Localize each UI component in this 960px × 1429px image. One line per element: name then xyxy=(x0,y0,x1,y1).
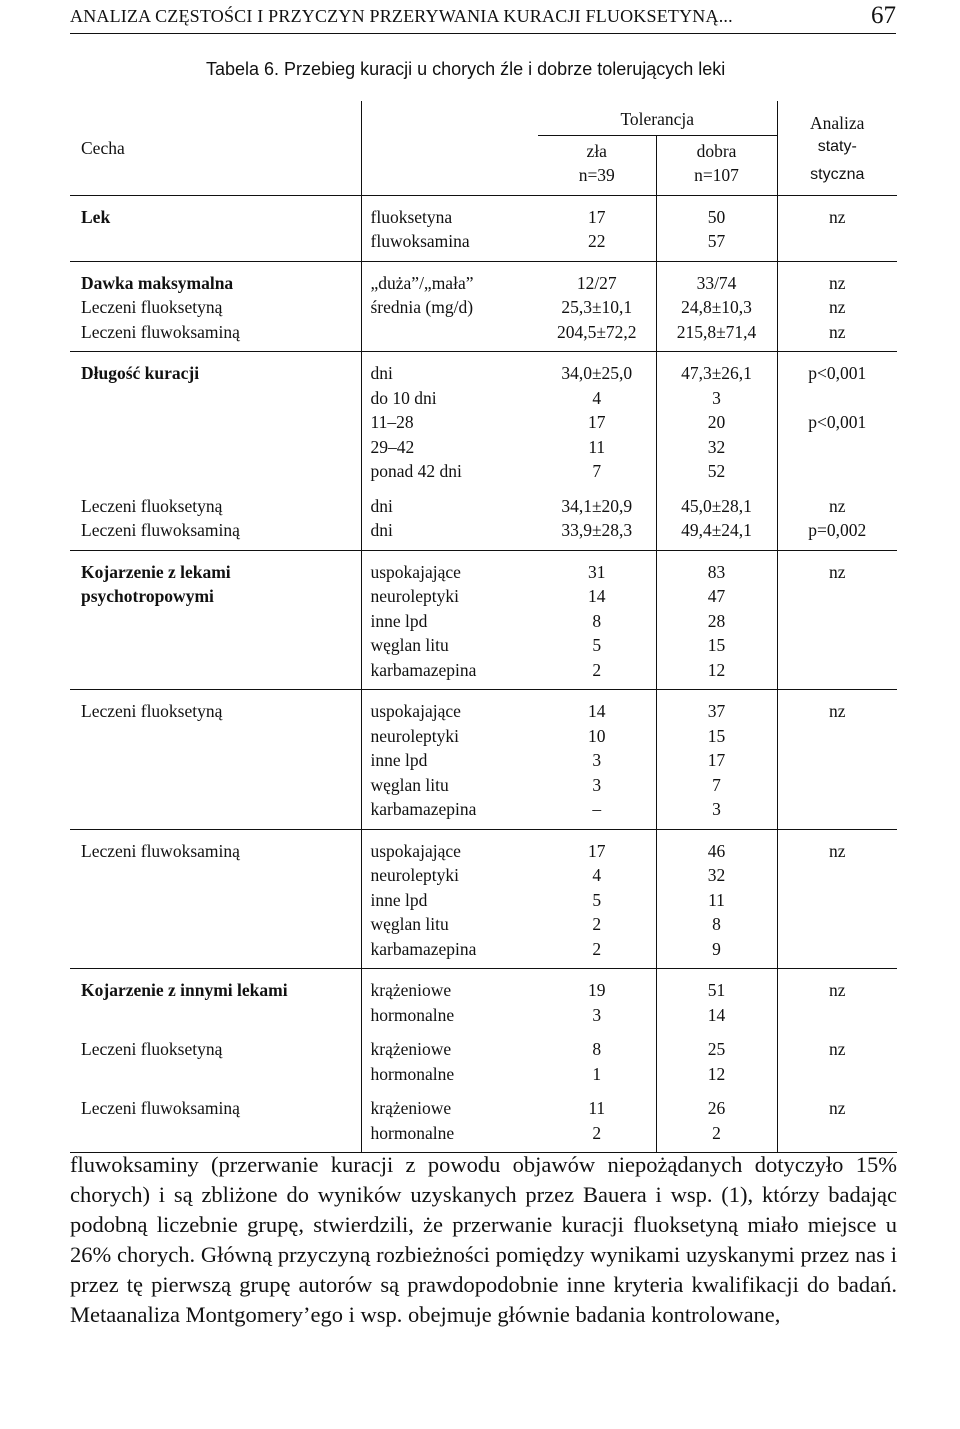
value-dobra: 33/74 xyxy=(656,261,777,295)
value-dobra: 52 xyxy=(656,459,777,484)
value-zla: 5 xyxy=(592,889,602,910)
value-analiza xyxy=(777,724,897,749)
value-dobra: 9 xyxy=(656,937,777,969)
value-dobra: 49,4±24,1 xyxy=(656,518,777,550)
value-zla: 3 xyxy=(592,1004,602,1025)
row-label: Leczeni fluwoksaminą xyxy=(81,1098,240,1118)
row-sublabel xyxy=(361,1086,538,1096)
value-analiza: nz xyxy=(777,1096,897,1121)
value-analiza xyxy=(777,748,897,773)
value-dobra: 25 xyxy=(656,1037,777,1062)
value-dobra: 83 xyxy=(656,550,777,584)
row-label: Leczeni fluoksetyną xyxy=(81,495,223,516)
value-dobra: 28 xyxy=(656,609,777,634)
row-sublabel: węglan litu xyxy=(361,773,538,798)
row-label xyxy=(70,484,361,494)
value-zla: 3 xyxy=(592,750,602,770)
running-header xyxy=(70,4,896,36)
row-sublabel: fluoksetyna xyxy=(361,195,538,229)
value-zla xyxy=(538,1086,656,1096)
row-label xyxy=(70,633,361,658)
value-zla: 17 xyxy=(588,206,606,227)
value-dobra: 37 xyxy=(656,690,777,724)
value-zla: 2 xyxy=(592,914,602,934)
value-analiza: nz xyxy=(777,261,897,295)
running-title: ANALIZA CZĘSTOŚCI I PRZYCZYN PRZERYWANIA KURACJI FLUOKSETYNĄ... xyxy=(70,6,733,26)
value-analiza: nz xyxy=(777,195,897,229)
table-spacer-row xyxy=(70,1027,897,1037)
table-row xyxy=(70,1096,897,1121)
header-dobra-n: n=107 xyxy=(656,163,777,196)
row-sublabel xyxy=(361,1027,538,1037)
row-sublabel: 29–42 xyxy=(361,435,538,460)
row-label xyxy=(70,1027,361,1037)
row-sublabel: inne lpd xyxy=(361,748,538,773)
table-row xyxy=(70,863,897,888)
value-dobra: 57 xyxy=(656,229,777,261)
value-analiza: p=0,002 xyxy=(777,518,897,550)
table-spacer-row xyxy=(70,1086,897,1096)
value-analiza xyxy=(777,633,897,658)
value-analiza: p<0,001 xyxy=(777,410,897,435)
value-dobra: 3 xyxy=(656,386,777,411)
row-label: Leczeni fluoksetyną xyxy=(81,297,223,317)
value-zla: 7 xyxy=(592,461,602,481)
row-sublabel: karbamazepina xyxy=(361,658,538,690)
row-label xyxy=(70,912,361,937)
value-analiza: nz xyxy=(777,969,897,1003)
value-analiza xyxy=(777,386,897,411)
row-sublabel: neuroleptyki xyxy=(361,724,538,749)
row-label xyxy=(70,435,361,460)
value-analiza: nz xyxy=(777,295,897,320)
value-analiza: nz xyxy=(777,690,897,724)
value-dobra: 215,8±71,4 xyxy=(656,320,777,352)
row-label xyxy=(70,863,361,888)
row-sublabel: dni xyxy=(361,494,538,519)
table-row xyxy=(70,518,897,550)
row-sublabel xyxy=(361,484,538,494)
value-zla xyxy=(538,1027,656,1037)
value-analiza xyxy=(777,658,897,690)
header-zla-n: n=39 xyxy=(538,163,656,196)
table-row xyxy=(70,1121,897,1153)
table-row xyxy=(70,584,897,609)
table-spacer-row xyxy=(70,484,897,494)
row-sublabel: 11–28 xyxy=(361,410,538,435)
row-sublabel: krążeniowe xyxy=(361,1096,538,1121)
value-zla: 2 xyxy=(538,1121,656,1153)
value-analiza xyxy=(777,229,897,261)
value-analiza xyxy=(777,912,897,937)
row-label: Lek xyxy=(81,206,111,227)
row-label: Kojarzenie z lekami xyxy=(81,561,231,582)
table-header xyxy=(70,101,897,195)
table-row xyxy=(70,658,897,690)
table-row xyxy=(70,195,897,229)
value-zla: 19 xyxy=(588,980,606,1000)
value-zla: 4 xyxy=(592,387,602,408)
value-dobra xyxy=(656,1086,777,1096)
value-analiza xyxy=(777,435,897,460)
value-analiza xyxy=(777,1121,897,1153)
value-dobra: 12 xyxy=(656,658,777,690)
value-zla: 11 xyxy=(588,436,606,457)
value-zla: 11 xyxy=(588,1098,606,1118)
body-text xyxy=(70,1150,897,1330)
row-label xyxy=(70,1086,361,1096)
row-sublabel: ponad 42 dni xyxy=(361,459,538,484)
value-zla: 5 xyxy=(592,635,602,655)
value-zla: 12/27 xyxy=(576,272,617,293)
row-sublabel: neuroleptyki xyxy=(361,863,538,888)
row-sublabel: węglan litu xyxy=(361,912,538,937)
table-row xyxy=(70,724,897,749)
value-dobra: 32 xyxy=(656,435,777,460)
table-row xyxy=(70,937,897,969)
row-sublabel: karbamazepina xyxy=(361,797,538,829)
row-sublabel: uspokajające xyxy=(361,690,538,724)
value-zla: 17 xyxy=(588,412,606,432)
table-row xyxy=(70,435,897,460)
value-dobra: 2 xyxy=(656,1121,777,1153)
table-row xyxy=(70,229,897,261)
table-row xyxy=(70,459,897,484)
value-dobra: 15 xyxy=(656,724,777,749)
row-label xyxy=(70,658,361,690)
row-sublabel: dni xyxy=(361,518,538,550)
value-zla: 8 xyxy=(592,610,602,631)
table-row xyxy=(70,1062,897,1087)
value-analiza xyxy=(777,937,897,969)
row-label xyxy=(70,937,361,969)
row-label: Dawka maksymalna xyxy=(81,272,234,293)
row-label xyxy=(70,1003,361,1028)
value-analiza: nz xyxy=(777,550,897,584)
header-rule xyxy=(70,33,896,34)
row-sublabel: karbamazepina xyxy=(361,937,538,969)
table-row xyxy=(70,773,897,798)
value-analiza: p<0,001 xyxy=(777,352,897,386)
row-label xyxy=(70,724,361,749)
table-row xyxy=(70,386,897,411)
value-analiza xyxy=(777,1062,897,1087)
value-zla xyxy=(538,484,656,494)
row-sublabel: węglan litu xyxy=(361,633,538,658)
value-analiza xyxy=(777,609,897,634)
table-row xyxy=(70,295,897,320)
header-analiza-1: Analiza xyxy=(777,101,897,135)
row-label xyxy=(70,410,361,435)
value-zla: 3 xyxy=(592,774,602,795)
value-dobra: 15 xyxy=(656,633,777,658)
row-label xyxy=(70,797,361,829)
row-label xyxy=(70,386,361,411)
value-dobra: 47,3±26,1 xyxy=(656,352,777,386)
value-dobra: 3 xyxy=(656,797,777,829)
value-analiza xyxy=(777,1086,897,1096)
row-label xyxy=(70,773,361,798)
value-analiza xyxy=(777,863,897,888)
row-sublabel: hormonalne xyxy=(361,1062,538,1087)
value-zla: 4 xyxy=(592,865,602,885)
header-dobra: dobra xyxy=(656,135,777,163)
value-analiza xyxy=(777,773,897,798)
table-row xyxy=(70,550,897,584)
value-dobra: 45,0±28,1 xyxy=(656,494,777,519)
header-analiza-2: staty- xyxy=(777,135,897,163)
value-analiza xyxy=(777,584,897,609)
page-number: 67 xyxy=(871,2,896,29)
table-row xyxy=(70,829,897,863)
value-zla: 14 xyxy=(588,586,606,606)
value-dobra: 7 xyxy=(656,773,777,798)
value-dobra: 26 xyxy=(656,1096,777,1121)
body-paragraph: fluwoksaminy (przerwanie kuracji z powodu objawów niepożądanych dotyczyło 15% chorych) i są zbliżone do wyników uzyskanych przez Bauera i wsp. (1), którzy badając podobną liczebnie grupę, stwierdzili, że przerwanie kuracji fluoksetyną miało miejsce u 26% chorych. Główną przyczyną rozbieżności pomiędzy wynikami uzyskanymi przez nas i przez tę pierwszą grupę autorów są prawdopodobnie inne kryteria kwalifikacji do badań. Metaanaliza Montgomery’ego i wsp. obejmuje głównie badania kontrolowane, xyxy=(70,1152,897,1327)
row-label xyxy=(70,609,361,634)
value-zla: 14 xyxy=(588,701,606,721)
value-analiza: nz xyxy=(777,1037,897,1062)
header-cecha: Cecha xyxy=(70,101,361,195)
value-zla: 22 xyxy=(538,229,656,261)
row-label: Długość kuracji xyxy=(81,363,200,383)
value-dobra: 17 xyxy=(656,748,777,773)
table-row xyxy=(70,633,897,658)
row-sublabel: uspokajające xyxy=(361,829,538,863)
value-dobra: 12 xyxy=(656,1062,777,1087)
table-row xyxy=(70,494,897,519)
value-zla: 2 xyxy=(538,937,656,969)
value-analiza xyxy=(777,797,897,829)
row-sublabel: uspokajające xyxy=(361,550,538,584)
row-label xyxy=(70,459,361,484)
data-table xyxy=(70,101,897,1153)
table-row xyxy=(70,1003,897,1028)
value-zla: 2 xyxy=(538,658,656,690)
value-analiza: nz xyxy=(777,320,897,352)
table-row xyxy=(70,888,897,913)
value-analiza xyxy=(777,459,897,484)
value-analiza xyxy=(777,1003,897,1028)
header-tolerancja: Tolerancja xyxy=(538,101,777,135)
row-label xyxy=(70,888,361,913)
row-sublabel: inne lpd xyxy=(361,888,538,913)
row-label: Leczeni fluwoksaminą xyxy=(70,320,361,352)
row-label: Leczeni fluoksetyną xyxy=(81,701,223,721)
value-analiza xyxy=(777,1027,897,1037)
value-dobra: 14 xyxy=(656,1003,777,1028)
table-row xyxy=(70,748,897,773)
header-empty xyxy=(361,101,538,195)
table-row xyxy=(70,690,897,724)
value-zla: 1 xyxy=(592,1063,602,1084)
table-row xyxy=(70,261,897,295)
row-sublabel: hormonalne xyxy=(361,1121,538,1153)
table-row xyxy=(70,969,897,1003)
row-label xyxy=(70,1121,361,1153)
value-zla: – xyxy=(538,797,656,829)
value-dobra: 24,8±10,3 xyxy=(656,295,777,320)
row-sublabel: hormonalne xyxy=(361,1003,538,1028)
row-sublabel: „duża”/„mała” xyxy=(361,261,538,295)
table-row xyxy=(70,797,897,829)
value-dobra: 50 xyxy=(656,195,777,229)
row-label: psychotropowymi xyxy=(81,586,214,606)
row-label: Kojarzenie z innymi lekami xyxy=(81,980,288,1000)
table-row xyxy=(70,1037,897,1062)
header-analiza-3: styczna xyxy=(777,163,897,196)
value-dobra: 32 xyxy=(656,863,777,888)
value-analiza xyxy=(777,484,897,494)
value-zla: 34,1±20,9 xyxy=(561,495,633,516)
value-dobra: 47 xyxy=(656,584,777,609)
value-dobra: 51 xyxy=(656,969,777,1003)
row-sublabel: krążeniowe xyxy=(361,1037,538,1062)
row-label: Leczeni fluoksetyną xyxy=(81,1039,223,1059)
row-label xyxy=(70,229,361,261)
value-zla: 33,9±28,3 xyxy=(538,518,656,550)
row-label xyxy=(70,748,361,773)
row-sublabel: dni xyxy=(361,352,538,386)
table-row xyxy=(70,912,897,937)
row-label xyxy=(70,1062,361,1087)
row-sublabel: neuroleptyki xyxy=(361,584,538,609)
value-dobra: 8 xyxy=(656,912,777,937)
table-caption: Tabela 6. Przebieg kuracji u chorych źle i dobrze tolerujących leki xyxy=(206,59,726,79)
value-dobra: 11 xyxy=(656,888,777,913)
value-analiza: nz xyxy=(777,829,897,863)
value-analiza xyxy=(777,888,897,913)
row-sublabel xyxy=(361,320,538,352)
row-sublabel: średnia (mg/d) xyxy=(361,295,538,320)
value-zla: 31 xyxy=(588,561,606,582)
table-row xyxy=(70,410,897,435)
row-label: Leczeni fluwoksaminą xyxy=(81,840,240,861)
row-sublabel: inne lpd xyxy=(361,609,538,634)
row-sublabel: krążeniowe xyxy=(361,969,538,1003)
value-dobra xyxy=(656,484,777,494)
value-dobra: 46 xyxy=(656,829,777,863)
header-zla: zła xyxy=(586,140,607,161)
table-row xyxy=(70,609,897,634)
row-sublabel: fluwoksamina xyxy=(361,229,538,261)
value-zla: 8 xyxy=(592,1039,602,1059)
value-zla: 204,5±72,2 xyxy=(538,320,656,352)
value-zla: 34,0±25,0 xyxy=(561,363,633,383)
row-sublabel: do 10 dni xyxy=(361,386,538,411)
value-dobra: 20 xyxy=(656,410,777,435)
table-body xyxy=(70,195,897,1153)
value-zla: 25,3±10,1 xyxy=(561,297,633,317)
row-label: Leczeni fluwoksaminą xyxy=(70,518,361,550)
value-analiza: nz xyxy=(777,494,897,519)
value-zla: 10 xyxy=(588,725,606,746)
value-zla: 17 xyxy=(588,840,606,861)
value-dobra xyxy=(656,1027,777,1037)
table-row xyxy=(70,352,897,386)
table-row xyxy=(70,320,897,352)
